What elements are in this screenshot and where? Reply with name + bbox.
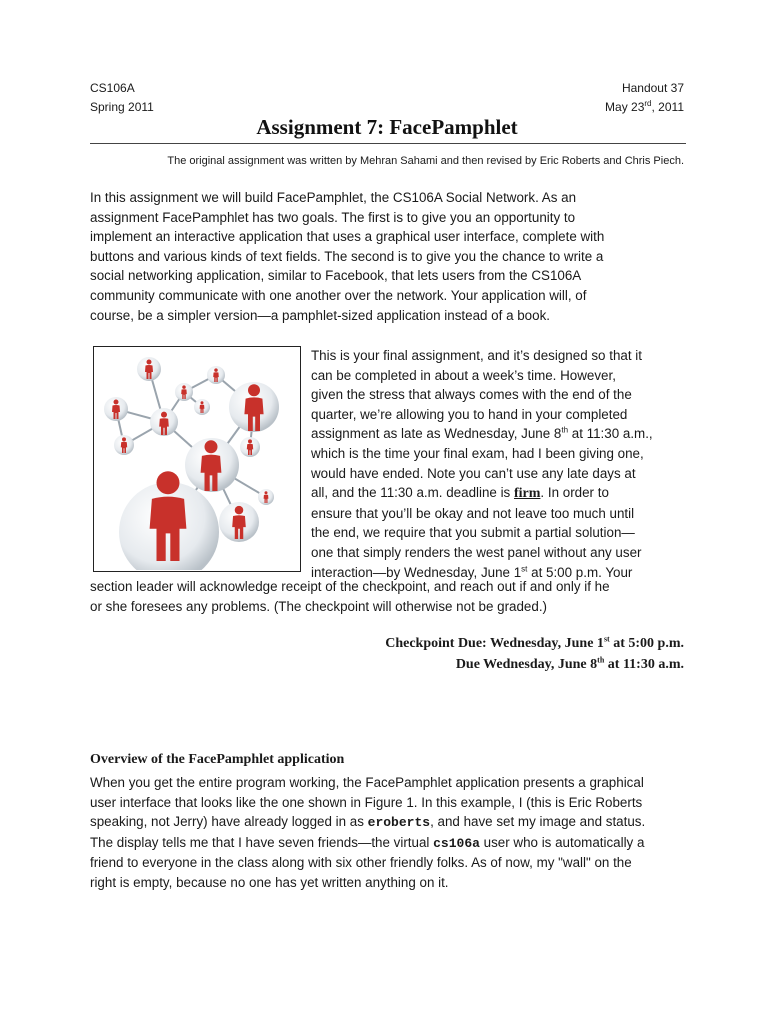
course-code: CS106A	[90, 81, 135, 95]
section-heading: Overview of the FacePamphlet application	[90, 752, 345, 767]
code-username: eroberts	[367, 815, 431, 831]
final-assignment-paragraph-continued: section leader will acknowledge receipt of the checkpoint, and reach out if and only if he or she foresees any problems. (The checkpoint will otherwise not be graded.)	[90, 579, 610, 614]
page-title: Assignment 7: FacePamphlet	[256, 115, 518, 139]
final-due: Due Wednesday, June 8th at 11:30 a.m.	[455, 655, 684, 672]
intro-line: course, be a simpler version—a pamphlet-sized application instead of a book.	[90, 307, 550, 323]
checkpoint-due: Checkpoint Due: Wednesday, June 1st at 5:00 p.m.	[385, 634, 684, 651]
intro-line: In this assignment we will build FacePamphlet, the CS106A Social Network. As an	[90, 190, 577, 205]
code-cs106a: cs106a	[433, 835, 480, 851]
overview-paragraph: When you get the entire program working, the FacePamphlet application presents a graphical user interface that looks like the one shown in Figure 1. In this example, I (this is Eric Roberts speaking, not Jerry) have already logged in as eroberts, and have set my image and status. The display tells me that I have seven friends—the virtual cs106a user who is automatically a friend to everyone in the class along with six other friendly folks. As of now, my "wall" on the right is empty, because no one has yet written anything on it.	[90, 775, 646, 890]
intro-line: assignment FacePamphlet has two goals. The first is to give you an opportunity to	[90, 209, 576, 225]
intro-paragraph	[90, 188, 690, 325]
intro-line: buttons and various kinds of text fields. The second is to give you the chance to write a	[90, 248, 604, 264]
final-assignment-paragraph: This is your final assignment, and it’s designed so that it can be completed in about a week’s time. However, given the stress that always comes with the end of the quarter, we’re allowing you to hand in your completed assignment as late as Wednesday, June 8th at 11:30 a.m., which is the time your final exam, had I been giving one, would have ended. Note you can’t use any late days at all, and the 11:30 a.m. deadline is firm. In order to ensure that you’ll be okay and not leave too much until the end, we require that you submit a partial solution— one that simply renders the west panel without any user interaction—by Wednesday, June 1st at 5:00 p.m. Your	[311, 348, 653, 580]
due-dates	[300, 633, 684, 675]
intro-line: implement an interactive application that uses a graphical user interface, complete with	[90, 229, 605, 245]
firm-emphasis: firm	[513, 486, 541, 502]
handout-number: Handout 37	[621, 81, 684, 95]
social-network-illustration	[93, 346, 301, 572]
intro-line: community communicate with one another over the network. Your application will, of	[90, 287, 587, 303]
term: Spring 2011	[90, 100, 154, 114]
handout-date: May 23rd, 2011	[605, 99, 684, 114]
credit-line: The original assignment was written by Mehran Sahami and then revised by Eric Roberts and Chris Piech.	[167, 155, 684, 167]
title-divider	[90, 143, 686, 144]
social-network-people-icon	[94, 347, 299, 570]
intro-line: social networking application, similar to Facebook, that lets users from the CS106A	[90, 268, 582, 284]
